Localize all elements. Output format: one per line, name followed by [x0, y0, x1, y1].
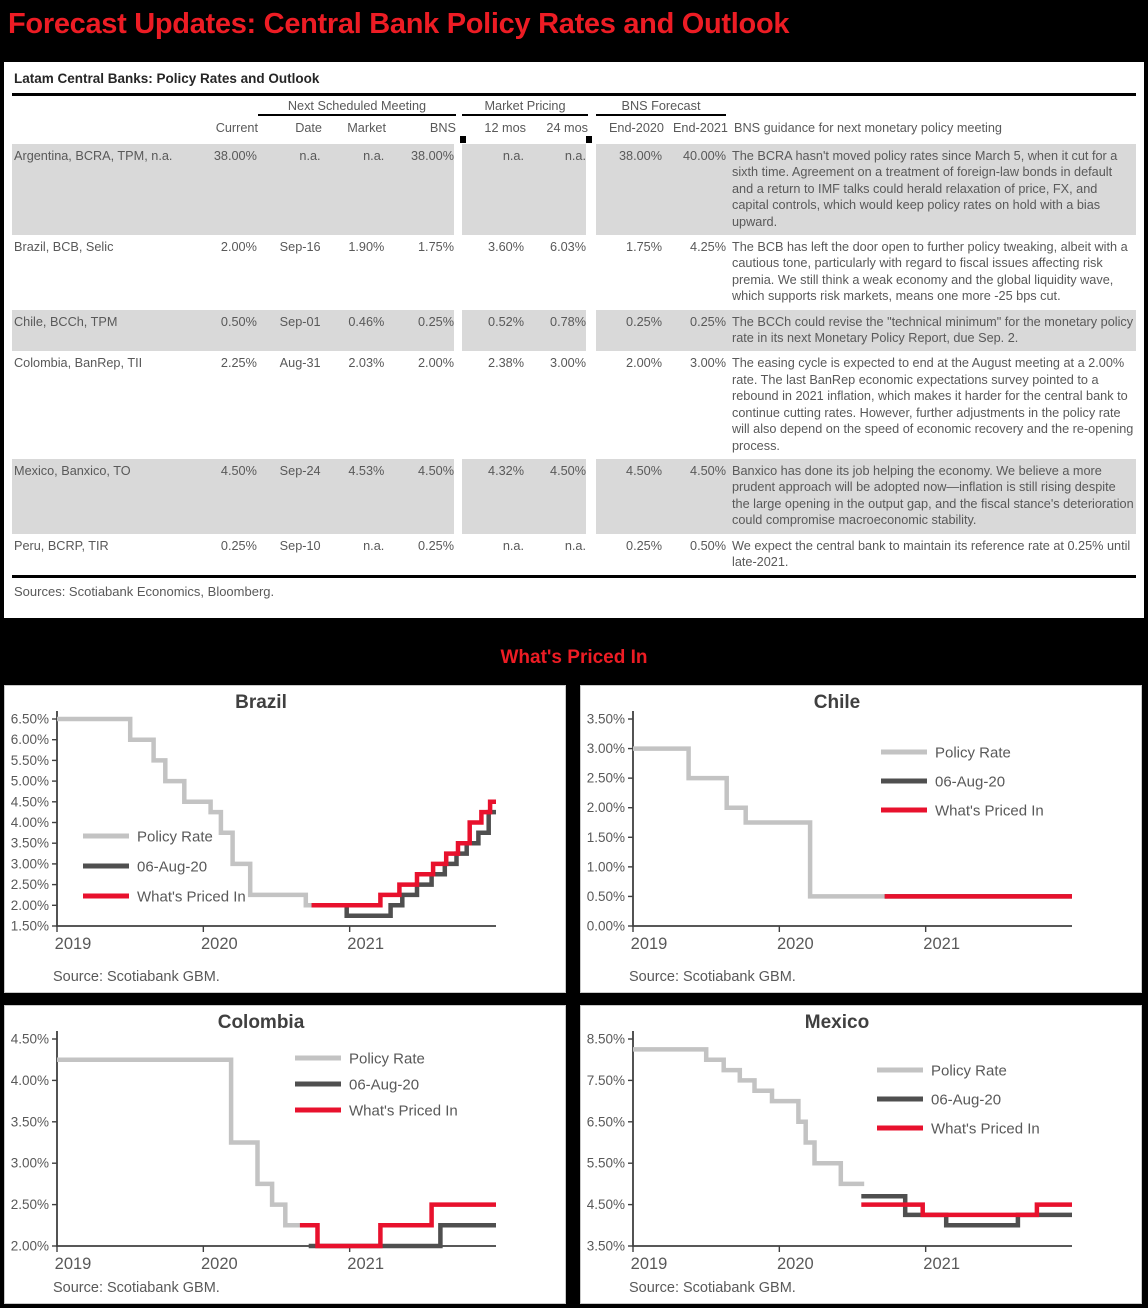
chart-text: Policy Rate [931, 1062, 1007, 1080]
chart-text: What's Priced In [137, 888, 246, 906]
cell-end2021: 0.50% [690, 538, 726, 553]
cell-m24: 6.03% [550, 240, 586, 255]
chart-text: 3.50% [586, 1238, 625, 1254]
cell-m24: 3.00% [550, 356, 586, 371]
cell-end2020: 2.00% [626, 356, 662, 371]
chart-text: 1.50% [10, 918, 49, 934]
row-group-meeting [12, 310, 454, 352]
group-tick-mark [586, 136, 592, 143]
column-header: BNS [429, 121, 456, 135]
cell-bank: Brazil, BCB, Selic [14, 240, 114, 255]
table-row [12, 459, 1136, 534]
chart-text: 2.00% [586, 800, 625, 816]
cell-m24: n.a. [564, 149, 586, 163]
row-group-market-pricing [462, 534, 586, 576]
cell-bank: Argentina, BCRA, TPM, n.a. [14, 149, 173, 163]
table-title: Latam Central Banks: Policy Rates and Outlook [14, 71, 320, 86]
cell-market: 0.46% [348, 314, 385, 329]
chart-text: Policy Rate [349, 1050, 425, 1068]
series-policy-rate [633, 749, 888, 897]
row-group-forecast [596, 310, 1136, 352]
chart-text: Policy Rate [137, 828, 213, 846]
cell-date: Sep-10 [279, 538, 321, 553]
cell-market: n.a. [363, 149, 385, 163]
table-row [12, 144, 1136, 235]
cell-end2020: 0.25% [626, 538, 662, 553]
column-header: BNS guidance for next monetary policy meeting [734, 121, 1002, 135]
chart-text: 3.00% [10, 856, 49, 872]
cell-date: n.a. [299, 149, 321, 163]
row-group-market-pricing [462, 459, 586, 534]
cell-current: 2.00% [220, 240, 257, 255]
table-header [12, 96, 1136, 144]
cell-end2021: 0.25% [690, 314, 726, 329]
chart-text: 2.00% [10, 897, 49, 913]
row-group-forecast [596, 459, 1136, 534]
chart-chile [581, 686, 1141, 992]
cell-bns: 2.00% [418, 356, 454, 371]
row-group-meeting [12, 459, 454, 534]
cell-end2021: 3.00% [690, 356, 726, 371]
chart-text: 2.00% [10, 1238, 49, 1254]
chart-text: 1.00% [586, 859, 625, 875]
cell-guidance: The BCRA hasn't moved policy rates since March 5, when it cut for a sixth time. Agreement on a treatment of foreign-law bonds in default and a return to IMF talks could herald relaxation of price, FX, and capital controls, which would keep policy rates on hold with a bias upward. [732, 149, 1118, 229]
chart-panel-colombia [4, 1005, 566, 1304]
series-06-aug-20 [309, 1225, 496, 1246]
chart-text: 0.00% [586, 918, 625, 934]
chart-text: 2020 [776, 1255, 814, 1273]
row-group-meeting [12, 235, 454, 310]
cell-market: n.a. [363, 538, 385, 553]
chart-text: 3.50% [10, 835, 49, 851]
table-row [12, 235, 1136, 310]
cell-m12: 3.60% [488, 240, 524, 255]
chart-text: 06-Aug-20 [349, 1076, 420, 1094]
cell-bns: 38.00% [410, 149, 454, 163]
chart-text: 8.50% [586, 1031, 625, 1047]
chart-colombia [5, 1006, 565, 1303]
chart-text: 2019 [54, 1255, 92, 1273]
colgroup-label: Market Pricing [462, 99, 588, 116]
chart-text: 3.00% [586, 741, 625, 757]
chart-text: 0.50% [586, 888, 625, 904]
chart-text: 06-Aug-20 [935, 773, 1006, 791]
cell-end2020: 1.75% [626, 240, 662, 255]
chart-text: 2021 [347, 1255, 385, 1273]
cell-m12: n.a. [502, 538, 524, 553]
column-header: 12 mos [484, 121, 526, 135]
colgroup-label: Next Scheduled Meeting [258, 99, 456, 116]
chart-text: 3.00% [10, 1155, 49, 1171]
chart-mexico [581, 1006, 1141, 1303]
chart-text: 7.50% [586, 1072, 625, 1088]
column-header: Current [215, 121, 258, 135]
chart-text: 4.50% [586, 1197, 625, 1213]
chart-text: What's Priced In [349, 1102, 458, 1120]
cell-guidance: The BCB has left the door open to further policy tweaking, albeit with a cautious tone, particularly with regard to fiscal issues affecting risk premia. We still think a weak economy and the global liquidity wave, which supports risk markets, means one more -25 bps cut. [732, 240, 1128, 304]
chart-text: 2.50% [586, 770, 625, 786]
chart-text: 3.50% [586, 711, 625, 727]
chart-text: 6.00% [10, 732, 49, 748]
column-header: 24 mos [546, 121, 588, 135]
cell-guidance: We expect the central bank to maintain its reference rate at 0.25% until late-2021. [732, 538, 1131, 569]
row-group-meeting [12, 351, 454, 458]
series-06-aug-20 [861, 1196, 1072, 1225]
cell-guidance: The easing cycle is expected to end at the August meeting at a 2.00% rate. The last BanRep economic expectations survey pointed to a rebound in 2021 inflation, which makes it harder for the central bank to continue cutting rates. However, further adjustments in the policy rate will also depend on the speed of economic recovery and the re-opening process. [732, 356, 1134, 453]
page-title: Forecast Updates: Central Bank Policy Rates and Outlook [8, 8, 790, 40]
table-body [12, 144, 1136, 575]
chart-text: Colombia [217, 1012, 305, 1033]
chart-text: 5.00% [10, 773, 49, 789]
row-group-forecast [596, 235, 1136, 310]
column-header-row [12, 116, 1136, 135]
chart-text: 6.50% [586, 1114, 625, 1130]
chart-text: Source: Scotiabank GBM. [53, 969, 220, 985]
cell-end2020: 4.50% [626, 463, 662, 478]
chart-text: 2019 [630, 935, 668, 953]
row-group-market-pricing [462, 310, 586, 352]
cell-m24: n.a. [564, 538, 586, 553]
row-group-meeting [12, 144, 454, 235]
cell-market: 1.90% [348, 240, 385, 255]
row-group-forecast [596, 144, 1136, 235]
chart-text: Source: Scotiabank GBM. [629, 1280, 796, 1296]
cell-guidance: The BCCh could revise the "technical minimum" for the monetary policy rate in its next Monetary Policy Report, due Sep. 2. [732, 314, 1134, 346]
cell-bns: 0.25% [418, 314, 454, 329]
chart-text: 2.50% [10, 1197, 49, 1213]
cell-end2020: 0.25% [626, 314, 662, 329]
chart-text: 2019 [630, 1255, 668, 1273]
chart-text: Policy Rate [935, 744, 1011, 762]
colgroup-label: BNS Forecast [596, 99, 726, 116]
cell-date: Sep-01 [279, 314, 321, 329]
chart-text: 4.00% [10, 815, 49, 830]
cell-current: 2.25% [220, 356, 257, 371]
chart-text: 3.50% [10, 1114, 49, 1130]
series-policy-rate [633, 1049, 864, 1184]
chart-text: 5.50% [10, 752, 49, 768]
chart-text: 2021 [923, 935, 961, 953]
column-header: End-2021 [672, 121, 728, 135]
chart-text: 4.50% [10, 1031, 49, 1047]
column-header: Market [347, 121, 386, 135]
chart-panel-chile [580, 685, 1142, 993]
cell-m12: 0.52% [488, 314, 524, 329]
chart-text: Chile [813, 692, 861, 713]
chart-text: 2.50% [10, 877, 49, 893]
column-group-row [12, 96, 1136, 116]
chart-text: 5.50% [586, 1155, 625, 1171]
chart-text: 4.50% [10, 794, 49, 810]
cell-bank: Mexico, Banxico, TO [14, 463, 131, 478]
row-group-forecast [596, 351, 1136, 458]
table-row [12, 310, 1136, 352]
row-group-market-pricing [462, 351, 586, 458]
cell-market: 4.53% [348, 463, 385, 478]
cell-bank: Chile, BCCh, TPM [14, 314, 118, 329]
row-group-market-pricing [462, 144, 586, 235]
chart-text: What's Priced In [935, 802, 1044, 820]
chart-panel-brazil [4, 685, 566, 993]
cell-bns: 1.75% [418, 240, 454, 255]
cell-bank: Peru, BCRP, TIR [14, 538, 109, 553]
chart-text: 2020 [776, 935, 814, 953]
chart-text: Mexico [804, 1012, 870, 1033]
chart-brazil [5, 686, 565, 992]
series-policy-rate [57, 719, 315, 905]
chart-text: Brazil [235, 692, 287, 713]
chart-text: 2021 [347, 935, 385, 953]
section-heading: What's Priced In [500, 647, 648, 668]
cell-date: Sep-16 [279, 240, 321, 255]
row-group-meeting [12, 534, 454, 576]
cell-current: 38.00% [213, 149, 257, 163]
chart-text: 2020 [200, 935, 238, 953]
chart-text: What's Priced In [931, 1120, 1040, 1138]
row-group-forecast [596, 534, 1136, 576]
cell-end2021: 4.50% [690, 463, 726, 478]
table-row [12, 534, 1136, 576]
table-row [12, 351, 1136, 458]
chart-text: 2020 [200, 1255, 238, 1273]
chart-text: 06-Aug-20 [137, 858, 208, 876]
chart-text: 4.00% [10, 1072, 49, 1088]
cell-current: 0.25% [220, 538, 257, 553]
chart-text: 1.50% [586, 829, 625, 845]
table-sources: Sources: Scotiabank Economics, Bloomberg. [14, 584, 275, 600]
series-policy-rate [57, 1060, 306, 1226]
cell-date: Sep-24 [279, 463, 321, 478]
cell-end2021: 40.00% [682, 149, 726, 163]
chart-text: Source: Scotiabank GBM. [629, 969, 796, 985]
chart-text: 06-Aug-20 [931, 1091, 1002, 1109]
cell-guidance: Banxico has done its job helping the economy. We believe a more prudent approach will be adopted now—inflation is still rising despite the large opening in the output gap, and the fiscal stance's deterioration could compromise macroeconomic stability. [732, 463, 1134, 528]
cell-bns: 0.25% [418, 538, 454, 553]
cell-market: 2.03% [348, 356, 385, 371]
cell-bns: 4.50% [418, 463, 454, 478]
cell-bank: Colombia, BanRep, TII [14, 356, 143, 371]
cell-m12: 4.32% [488, 463, 524, 478]
cell-current: 4.50% [220, 463, 257, 478]
chart-text: 6.50% [10, 711, 49, 727]
column-header: End-2020 [608, 121, 664, 135]
cell-end2020: 38.00% [618, 149, 662, 163]
cell-current: 0.50% [220, 314, 257, 329]
group-tick-mark [460, 136, 466, 143]
cell-m12: 2.38% [488, 356, 524, 371]
chart-text: 2021 [923, 1255, 961, 1273]
cell-m24: 4.50% [550, 463, 586, 478]
chart-text: 2019 [54, 935, 92, 953]
rates-table-panel [4, 62, 1144, 618]
cell-m24: 0.78% [550, 314, 586, 329]
cell-date: Aug-31 [279, 356, 321, 371]
group-tick-strip [12, 135, 1136, 144]
chart-text: Source: Scotiabank GBM. [53, 1280, 220, 1296]
chart-panel-mexico [580, 1005, 1142, 1304]
cell-m12: n.a. [502, 149, 524, 163]
row-group-market-pricing [462, 235, 586, 310]
cell-end2021: 4.25% [690, 240, 726, 255]
column-header: Date [295, 121, 322, 135]
